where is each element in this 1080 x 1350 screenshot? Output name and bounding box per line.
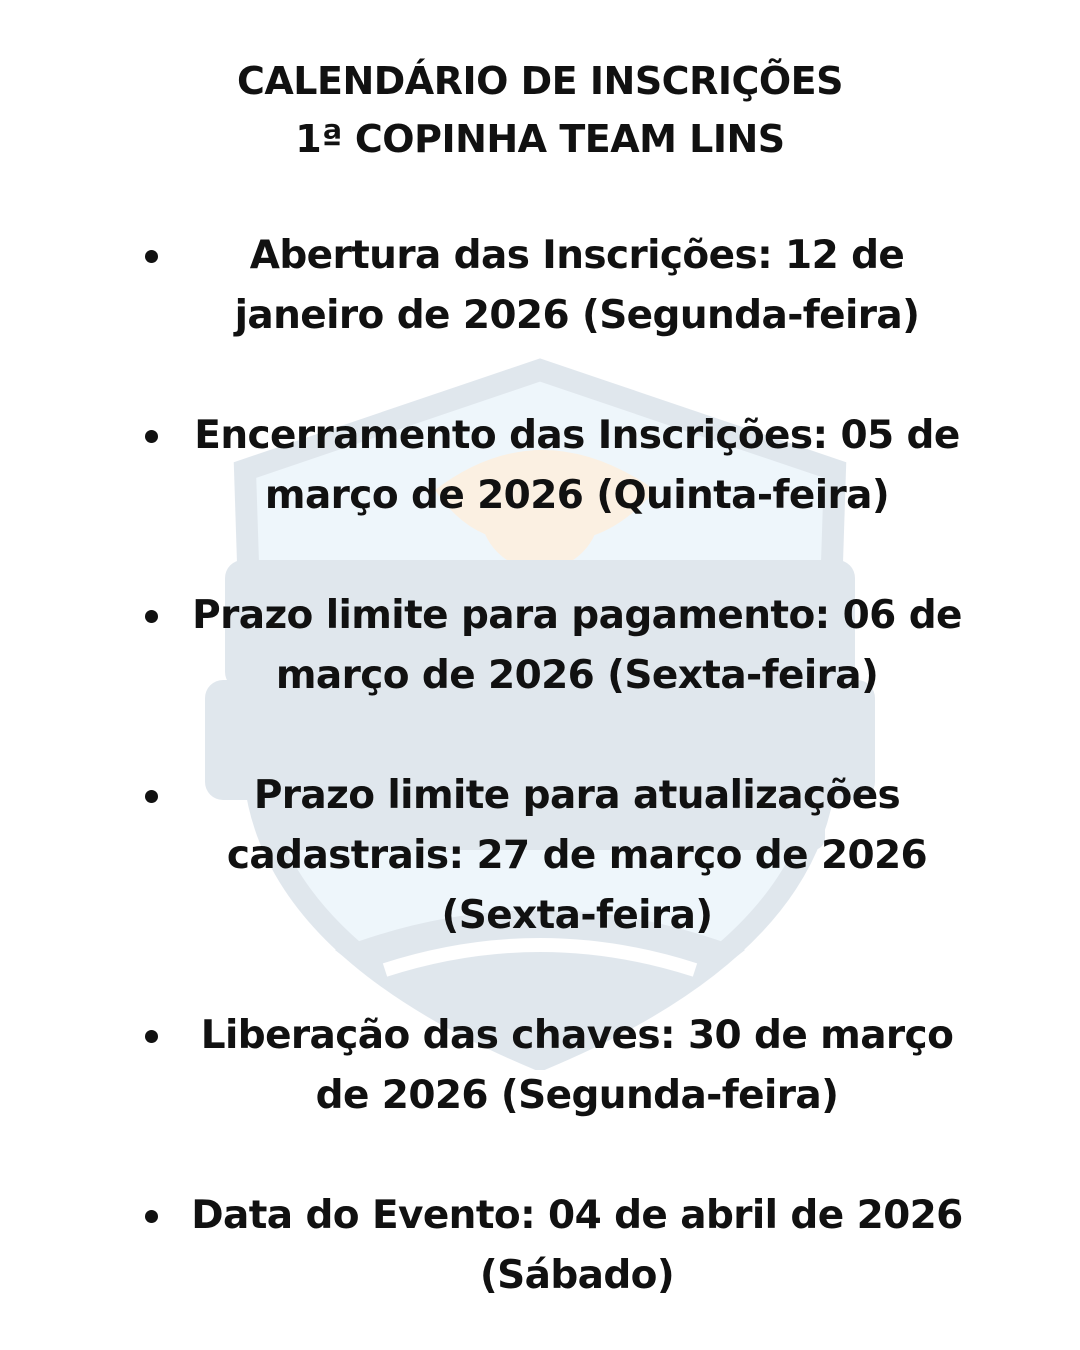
list-item-line: março de 2026 (Quinta-feira)	[264, 473, 890, 518]
list-item-line: janeiro de 2026 (Segunda-feira)	[234, 293, 920, 338]
list-item-text	[178, 766, 976, 946]
list-item-line: março de 2026 (Sexta-feira)	[275, 653, 879, 698]
list-item-line: Prazo limite para pagamento: 06 de	[192, 593, 962, 638]
list-item-line: (Sábado)	[479, 1253, 675, 1298]
list-item-line: Abertura das Inscrições: 12 de	[249, 233, 905, 278]
list-item-text	[178, 586, 976, 706]
list-item-line: Encerramento das Inscrições: 05 de	[194, 413, 960, 458]
list-item-text	[178, 226, 976, 346]
list-item-text	[178, 1186, 976, 1306]
bullet-icon	[145, 610, 158, 623]
title-line-1: CALENDÁRIO DE INSCRIÇÕES	[236, 59, 843, 103]
title-line-2: 1ª COPINHA TEAM LINS	[295, 117, 785, 161]
list-item-line: cadastrais: 27 de março de 2026	[226, 833, 928, 878]
list-item-line: (Sexta-feira)	[441, 893, 713, 938]
list-item-line: Prazo limite para atualizações	[253, 773, 901, 818]
bullet-icon	[145, 1210, 158, 1223]
bullet-icon	[145, 790, 158, 803]
bullet-icon	[145, 1030, 158, 1043]
list-item-text	[178, 406, 976, 526]
page-title	[0, 52, 1080, 168]
list-item-line: Data do Evento: 04 de abril de 2026	[191, 1193, 963, 1238]
list-item-line: de 2026 (Segunda-feira)	[315, 1073, 839, 1118]
bullet-icon	[145, 250, 158, 263]
list-item-line: Liberação das chaves: 30 de março	[200, 1013, 954, 1058]
list-item-text	[178, 1006, 976, 1126]
bullet-icon	[145, 430, 158, 443]
